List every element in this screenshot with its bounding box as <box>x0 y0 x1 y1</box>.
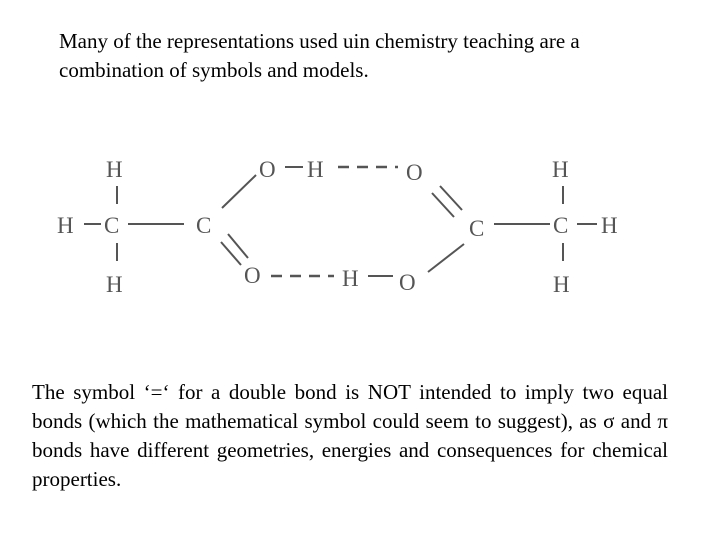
left-methyl-top-hydrogen: H <box>106 157 123 182</box>
left-methyl-carbon: C <box>104 213 120 238</box>
left-carboxyl-carbonyl-oxygen: O <box>244 263 261 288</box>
left-carboxyl-hydroxyl-oxygen: O <box>259 157 276 182</box>
right-methyl-right-hydrogen: H <box>601 213 618 238</box>
right-carboxyl-single-bond-to-oxygen <box>428 244 464 272</box>
left-carboxyl-hydroxyl-hydrogen: H <box>307 157 324 182</box>
left-carboxyl-single-bond-to-oxygen <box>222 175 256 208</box>
right-methyl-top-hydrogen: H <box>552 157 569 182</box>
intro-line-2: combination of symbols and models. <box>59 58 369 82</box>
left-methyl-left-hydrogen: H <box>57 213 74 238</box>
double-bond-note: The symbol ‘=‘ for a double bond is NOT intended to imply two equal bonds (which the mathematical symbol could seem to suggest), as σ and π bonds have different geometries, energies and consequences for chemical properties. <box>32 380 668 491</box>
left-methyl-bottom-hydrogen: H <box>106 272 123 297</box>
right-methyl-carbon: C <box>553 213 569 238</box>
right-carboxyl-hydroxyl-hydrogen: H <box>342 266 359 291</box>
left-carboxyl-carbon: C <box>196 213 212 238</box>
right-carboxyl-carbonyl-oxygen: O <box>406 160 423 185</box>
right-methyl-bottom-hydrogen: H <box>553 272 570 297</box>
right-carboxyl-hydroxyl-oxygen: O <box>399 270 416 295</box>
intro-line-1: Many of the representations used uin chemistry teaching are a <box>59 29 580 53</box>
right-carboxyl-carbon: C <box>469 216 485 241</box>
